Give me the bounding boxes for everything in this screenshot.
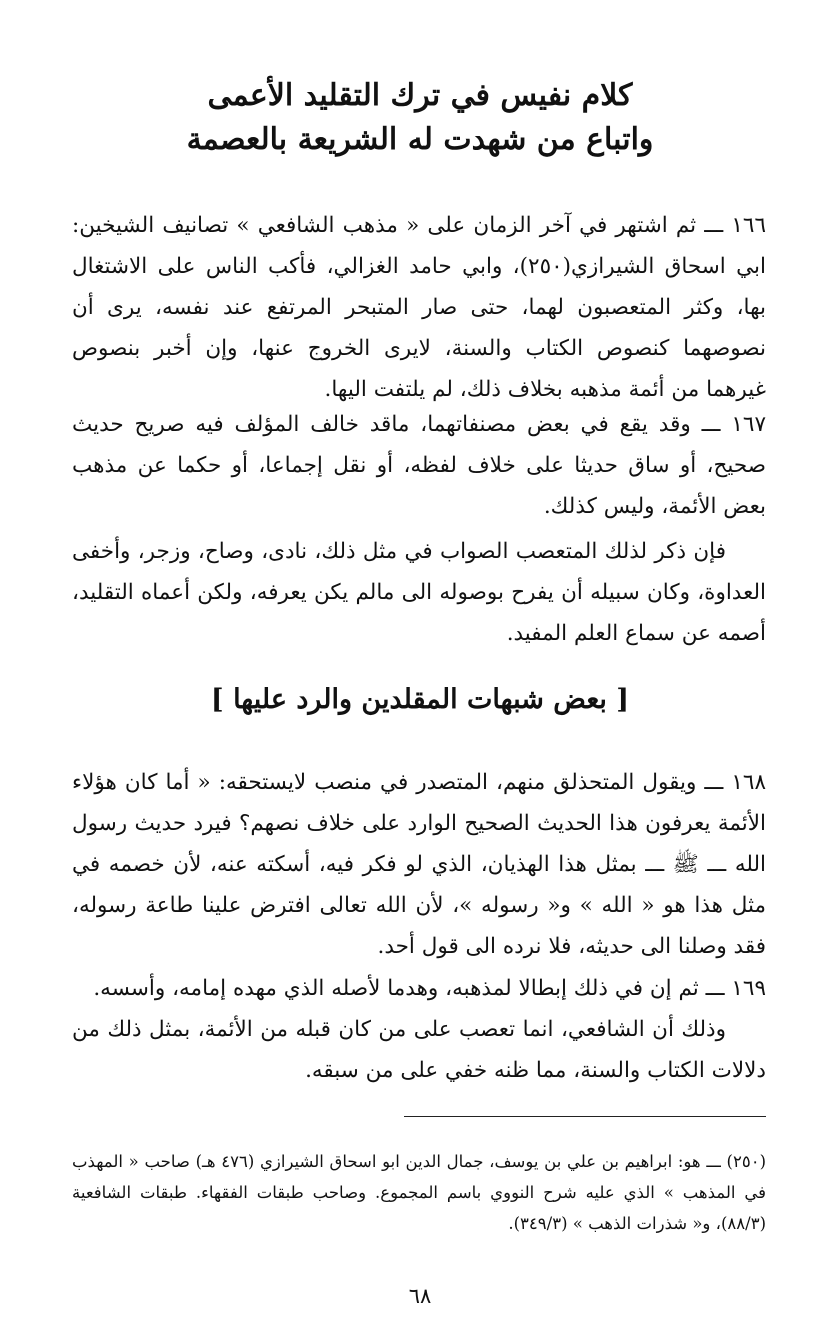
title-line-1: كلام نفيس في ترك التقليد الأعمى <box>207 78 633 113</box>
paragraph-166: ١٦٦ ـــ ثم اشتهر في آخر الزمان على « مذهب الشافعي » تصانيف الشيخين: ابي اسحاق الشيرازي(٢٥٠)، وابي حامد الغزالي، فأكب الناس على الاشتغال بها، وكثر المتعصبون لهما، حتى صار المتبحر المرتفع عند نفسه، يرى أن نصوصهما كنصوص الكتاب والسنة، لايرى الخروج عنها، وإن أخبر بنصوص غيرهما من أئمة مذهبه بخلاف ذلك، لم يلتفت اليها. <box>72 213 766 402</box>
paragraph-168: ١٦٨ ـــ ويقول المتحذلق منهم، المتصدر في منصب لايستحقه: « أما كان هؤلاء الأئمة يعرفون هذا الحديث الصحيح الوارد على خلاف نصهم؟ فيرد حديث رسول الله ـــ ﷺ ـــ بمثل هذا الهذيان، الذي لو فكر فيه، أسكته عنه، لأن خصمه في مثل هذا هو « الله » و« رسوله »، لأن الله تعالى افترض علينا طاعة رسوله، فقد وصلنا الى حديثه، فلا نرده الى قول أحد. <box>72 770 766 959</box>
page-number: ٦٨ <box>408 1284 432 1308</box>
paragraph-167-continuation: فإن ذكر لذلك المتعصب الصواب في مثل ذلك، نادى، وصاح، وزجر، وأخفى العداوة، وكان سبيله أن يفرح بوصوله الى مالم يكن يعرفه، ولكن أعماه التقليد، أصمه عن سماع العلم المفيد. <box>72 539 766 646</box>
footnote: (٢٥٠) ـــ هو: ابراهيم بن علي بن يوسف، جمال الدين ابو اسحاق الشيرازي (٤٧٦ هـ) صاحب « المهذب في المذهب » الذي عليه شرح النووي باسم المجموع. وصاحب طبقات الفقهاء. طبقات الشافعية (٨٨/٣)، و« شذرات الذهب » (٣٤٩/٣). <box>72 1152 766 1233</box>
page-title <box>90 74 750 162</box>
paragraph-167: ١٦٧ ـــ وقد يقع في بعض مصنفاتهما، ماقد خالف المؤلف فيه صريح حديث صحيح، أو ساق حديثا على خلاف لفظه، أو نقل إجماعا، أو حكما عن مذهب بعض الأئمة، وليس كذلك. <box>72 412 766 519</box>
section-heading: [ بعض شبهات المقلدين والرد عليها ] <box>210 684 630 715</box>
paragraph-169-continuation: وذلك أن الشافعي، انما تعصب على من كان قبله من الأئمة، بمثل ذلك من دلالات الكتاب والسنة، مما ظنه خفي على من سبقه. <box>72 1017 766 1083</box>
footnote-divider <box>404 1116 766 1117</box>
paragraph-169: ١٦٩ ـــ ثم إن في ذلك إبطالا لمذهبه، وهدما لأصله الذي مهده إمامه، وأسسه. <box>93 976 766 1001</box>
title-line-2: واتباع من شهدت له الشريعة بالعصمة <box>186 122 654 157</box>
